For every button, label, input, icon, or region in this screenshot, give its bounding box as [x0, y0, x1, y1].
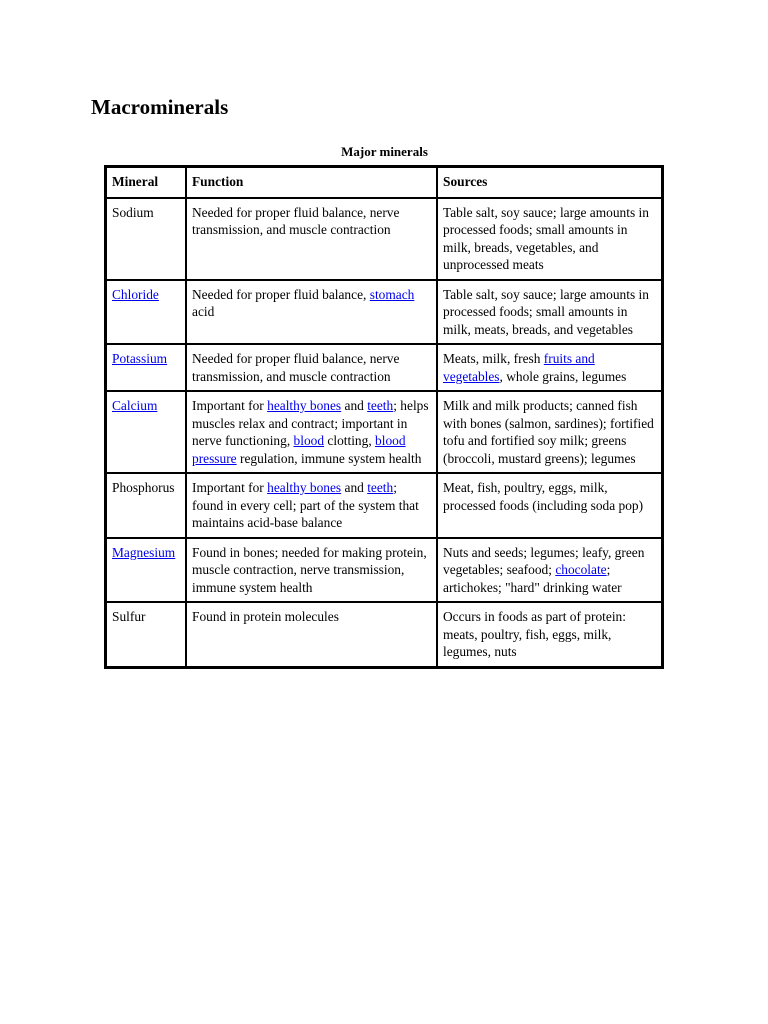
function-cell: Found in bones; needed for making protein, muscle contraction, nerve transmission, immune system health [186, 538, 437, 603]
link-fruits-and-vegetables[interactable]: fruits and vegetables [443, 351, 595, 384]
sources-text: , whole grains, legumes [499, 368, 627, 384]
function-text: Important for [192, 398, 264, 413]
link-blood-pressure[interactable]: blood pressure [192, 433, 406, 466]
link-calcium[interactable]: Calcium [112, 398, 158, 413]
header-sources: Sources [437, 167, 662, 198]
link-chocolate[interactable]: chocolate [555, 562, 607, 577]
header-mineral: Mineral [106, 167, 186, 198]
sources-text: Meats, milk, fresh [443, 351, 541, 366]
minerals-table [104, 165, 664, 669]
function-text: acid [192, 304, 215, 319]
function-text: and [344, 398, 364, 413]
sources-cell [437, 538, 662, 603]
function-cell: Needed for proper fluid balance, nerve transmission, and muscle contraction [186, 344, 437, 391]
function-cell: Needed for proper fluid balance, nerve transmission, and muscle contraction [186, 198, 437, 280]
mineral-cell: Sodium [106, 198, 186, 280]
function-text: Needed for proper fluid balance, [192, 286, 367, 302]
table-row [106, 280, 662, 345]
sources-cell: Milk and milk products; canned fish with bones (salmon, sardines); fortified tofu and fortified soy milk; greens (broccoli, mustard greens); legumes [437, 391, 662, 473]
mineral-cell [106, 391, 186, 473]
sources-text: Nuts and seeds; legumes; leafy, green vegetables; seafood; [443, 544, 645, 577]
sources-cell: Table salt, soy sauce; large amounts in processed foods; small amounts in milk, breads, vegetables, and unprocessed meats [437, 198, 662, 280]
function-text: and [344, 480, 364, 495]
table-row [106, 538, 662, 603]
header-row [106, 167, 662, 198]
table-row [106, 198, 662, 280]
link-teeth[interactable]: teeth [367, 398, 394, 413]
link-chloride[interactable]: Chloride [112, 286, 159, 302]
function-text: Important for [192, 480, 264, 495]
sources-cell: Meat, fish, poultry, eggs, milk, processed foods (including soda pop) [437, 473, 662, 538]
function-cell [186, 391, 437, 473]
table-row [106, 602, 662, 667]
mineral-cell [106, 344, 186, 391]
mineral-cell [106, 538, 186, 603]
table-row [106, 344, 662, 391]
mineral-cell: Phosphorus [106, 473, 186, 538]
table-row [106, 473, 662, 538]
mineral-cell: Sulfur [106, 602, 186, 667]
sources-cell: Table salt, soy sauce; large amounts in processed foods; small amounts in milk, meats, breads, and vegetables [437, 280, 662, 345]
link-teeth[interactable]: teeth [367, 480, 394, 495]
sources-text: ; artichokes; "hard" drinking water [443, 562, 622, 595]
link-stomach[interactable]: stomach [369, 286, 415, 302]
link-magnesium[interactable]: Magnesium [112, 544, 176, 560]
function-cell [186, 473, 437, 538]
sources-cell: Occurs in foods as part of protein: meats, poultry, fish, eggs, milk, legumes, nuts [437, 602, 662, 667]
function-text: regulation, immune system health [239, 450, 422, 466]
header-function: Function [186, 167, 437, 198]
page-title: Macrominerals [91, 95, 229, 119]
function-cell [186, 280, 437, 345]
mineral-cell [106, 280, 186, 345]
function-cell: Found in protein molecules [186, 602, 437, 667]
link-healthy-bones[interactable]: healthy bones [267, 398, 342, 413]
sources-cell [437, 344, 662, 391]
function-text: clotting, [327, 433, 372, 448]
link-healthy-bones[interactable]: healthy bones [267, 480, 342, 495]
table-caption: Major minerals [341, 144, 428, 159]
table-row [106, 391, 662, 473]
link-blood[interactable]: blood [293, 433, 325, 448]
link-potassium[interactable]: Potassium [112, 351, 168, 366]
function-text: ; helps muscles relax and contract; important in nerve functioning, [192, 398, 429, 448]
function-text: ; found in every cell; part of the system that maintains acid-base balance [192, 480, 419, 530]
